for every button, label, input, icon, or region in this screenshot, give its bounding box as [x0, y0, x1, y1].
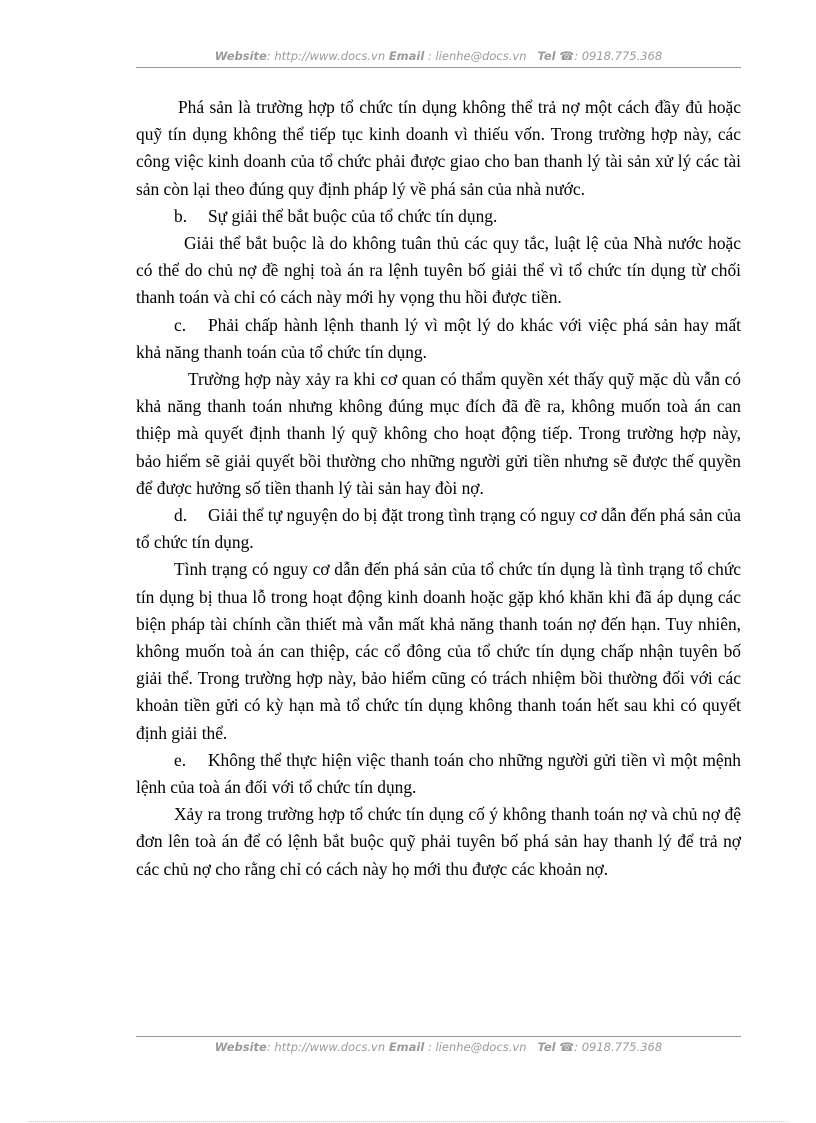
section-c-text: Phải chấp hành lệnh thanh lý vì một lý do khác với việc phá sản hay mất khả năng thanh toán của tổ chức tín dụng.: [136, 314, 741, 362]
paragraph-forced-dissolution: Giải thể bắt buộc là do không tuân thủ các quy tắc, luật lệ của Nhà nước hoặc có thể do chủ nợ đề nghị toà án ra lệnh tuyên bố giải thể vì tổ chức tín dụng từ chối thanh toán và chỉ có cách này mới hy vọng thu hồi được tiền.: [136, 233, 741, 308]
header-tel-label: Tel: [537, 49, 556, 63]
footer-divider: [136, 1036, 741, 1037]
section-c-marker: c.: [174, 314, 187, 335]
phone-icon: ☎: [559, 1040, 575, 1054]
paragraph-court-order: Xảy ra trong trường hợp tổ chức tín dụng cố ý không thanh toán nợ và chủ nợ đệ đơn lên toà án để có lệnh bắt buộc quỹ phải tuyên bố phá sản hay thanh lý để trả nợ các chủ nợ cho rằng chỉ có cách này họ mới thu được các khoản nợ.: [136, 804, 741, 879]
section-e-text: Không thể thực hiện việc thanh toán cho những người gửi tiền vì một mệnh lệnh của toà án đối với tổ chức tín dụng.: [136, 749, 741, 798]
footer-email-value: : lienhe@docs.vn: [424, 1040, 527, 1054]
paragraph-voluntary-dissolution: Tình trạng có nguy cơ dẫn đến phá sản của tổ chức tín dụng là tình trạng tổ chức tín dụng bị thua lỗ trong hoạt động kinh doanh hoặc gặp khó khăn khi đã áp dụng các biện pháp tài chính cần thiết mà vẫn mất khả năng thanh toán nợ đến hạn. Tuy nhiên, không muốn toà án can thiệp, các cổ đông của tổ chức tín dụng chấp nhận tuyên bố giải thể. Trong trường hợp này, bảo hiểm cũng có trách nhiệm bồi thường đối với các khoản tiền gửi có kỳ hạn mà tổ chức tín dụng không thanh toán hết sau khi có quyết định giải thể.: [136, 559, 741, 743]
section-e-heading: [136, 747, 741, 801]
paragraph-liquidation: Trường hợp này xảy ra khi cơ quan có thẩm quyền xét thấy quỹ mặc dù vẫn có khả năng thanh toán nhưng không đúng mục đích đã đề ra, không muốn toà án can thiệp mà quyết định thanh lý quỹ không cho hoạt động tiếp. Trong trường hợp này, bảo hiểm sẽ giải quyết bồi thường cho những người gửi tiền nhưng sẽ được thế quyền để được hưởng số tiền thanh lý tài sản hay đòi nợ.: [136, 369, 741, 498]
header-email-label: Email: [388, 49, 425, 63]
header-email-value: : lienhe@docs.vn: [424, 49, 527, 63]
section-e-marker: e.: [174, 749, 187, 770]
footer-website-label: Website: [214, 1040, 267, 1054]
header-tel-value: : 0918.775.368: [574, 49, 663, 63]
section-d-text: Giải thể tự nguyện do bị đặt trong tình trạng có nguy cơ dẫn đến phá sản của tổ chức tín dụng.: [136, 505, 741, 553]
phone-icon: ☎: [559, 49, 575, 63]
document-body: [136, 94, 741, 883]
section-c-heading: [136, 312, 741, 366]
section-b-heading: [136, 203, 741, 230]
section-b-marker: b.: [174, 205, 188, 226]
paragraph-bankruptcy: Phá sản là trường hợp tổ chức tín dụng không thể trả nợ một cách đầy đủ hoặc quỹ tín dụng không thể tiếp tục kinh doanh vì thiếu vốn. Trong trường hợp này, các công việc kinh doanh của tổ chức phải được giao cho ban thanh lý tài sản xử lý các tài sản còn lại theo đúng quy định pháp lý về phá sản của nhà nước.: [136, 97, 741, 199]
section-d-marker: d.: [174, 505, 188, 526]
section-b-text: Sự giải thể bắt buộc của tổ chức tín dụng.: [208, 205, 498, 226]
page-edge-divider: [28, 1121, 788, 1122]
footer-website-url: : http://www.docs.vn: [266, 1040, 386, 1054]
footer-tel-label: Tel: [537, 1040, 556, 1054]
header-website-url: : http://www.docs.vn: [266, 49, 386, 63]
header-divider: [136, 67, 741, 68]
section-d-heading: [136, 502, 741, 556]
footer-tel-value: : 0918.775.368: [574, 1040, 663, 1054]
page-footer: [136, 1040, 741, 1054]
page-header: [136, 49, 741, 63]
footer-email-label: Email: [388, 1040, 425, 1054]
header-website-label: Website: [214, 49, 267, 63]
